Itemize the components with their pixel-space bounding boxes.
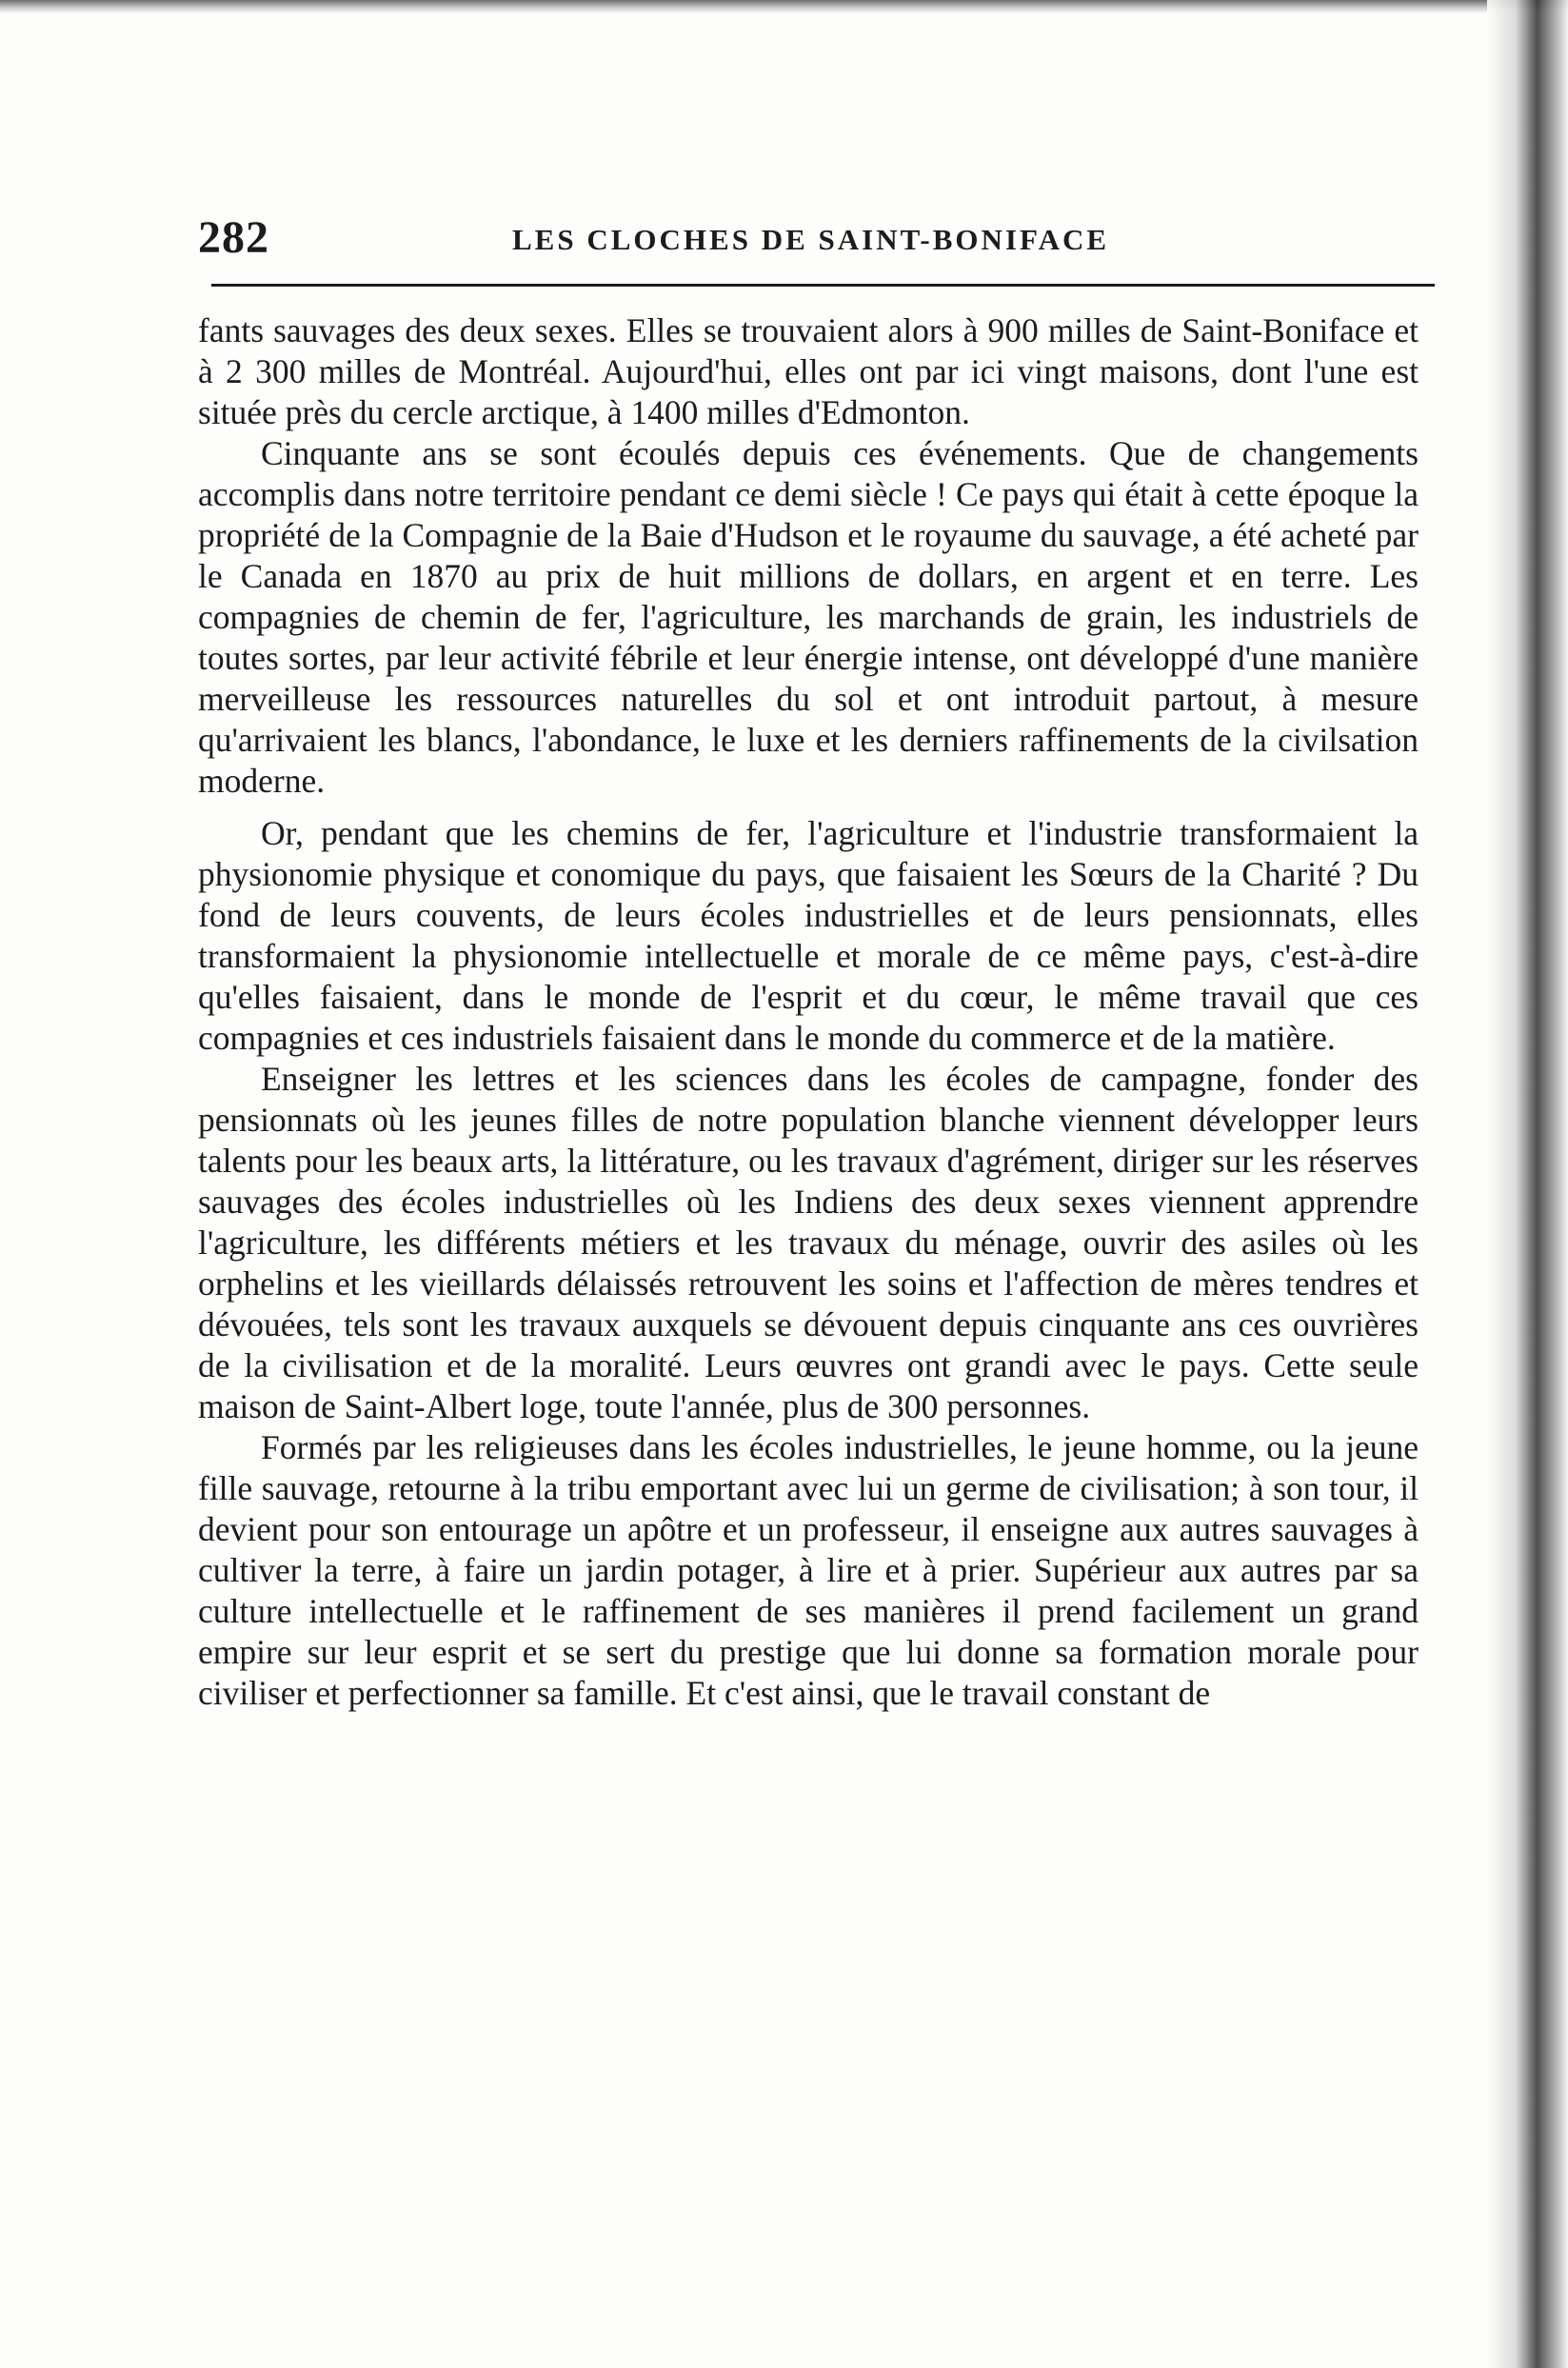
paragraph: Enseigner les lettres et les sciences dans les écoles de campagne, fonder des pensionnats où les jeunes filles de notre population blanche viennent développer leurs talents pour les beaux arts, la littérature, ou les travaux d'agrément, diriger sur les réserves sauvages des écoles industrielles où les Indiens des deux sexes viennent apprendre l'agriculture, les différents métiers et les travaux du ménage, ouvrir des asiles où les orphelins et les vieillards délaissés retrouvent les soins et l'affection de mères tendres et dévouées, tels sont les travaux auxquels se dévouent depuis cinquante ans ces ouvrières de la civilisation et de la moralité. Leurs œuvres ont grandi avec le pays. Cette seule maison de Saint-Albert loge, toute l'année, plus de 300 personnes. (198, 1060, 1419, 1425)
running-title: LES CLOCHES DE SAINT-BONIFACE (512, 223, 1110, 256)
paragraph: Formés par les religieuses dans les écoles industrielles, le jeune homme, ou la jeune fille sauvage, retourne à la tribu emportant avec lui un germe de civilisation; à son tour, il devient pour son entourage un apôtre et un professeur, il enseigne aux autres sauvages à cultiver la terre, à faire un jardin potager, à lire et à prier. Supérieur aux autres par sa culture intellectuelle et le raffinement de ses manières il prend facilement un grand empire sur leur esprit et se sert du prestige que lui donne sa formation morale pour civiliser et perfectionner sa famille. Et c'est ainsi, que le travail constant de (198, 1428, 1419, 1712)
page-gutter-shadow (1487, 0, 1568, 2368)
page-top-edge (0, 0, 1568, 13)
running-head (198, 211, 1455, 269)
paragraph: Or, pendant que les chemins de fer, l'agriculture et l'industrie transformaient la physionomie physique et conomique du pays, que faisaient les Sœurs de la Charité ? Du fond de leurs couvents, de leurs écoles industrielles et de leurs pensionnats, elles transformaient la physionomie intellectuelle et morale de ce même pays, c'est-à-dire qu'elles faisaient, dans le monde de l'esprit et du cœur, le même travail que ces compagnies et ces industriels faisaient dans le monde du commerce et de la matière. (198, 814, 1419, 1057)
body-text (198, 310, 1419, 1714)
paragraph-continued: fants sauvages des deux sexes. Elles se trouvaient alors à 900 milles de Saint-Boniface et à 2 300 milles de Montréal. Aujourd'hui, elles ont par ici vingt maisons, dont l'une est située près du cercle arctique, à 1400 milles d'Edmonton. (198, 311, 1419, 431)
page-number: 282 (198, 212, 269, 263)
paragraph: Cinquante ans se sont écoulés depuis ces événements. Que de changements accomplis dans notre territoire pendant ce demi siècle ! Ce pays qui était à cette époque la propriété de la Compagnie de la Baie d'Hudson et le royaume du sauvage, a été acheté par le Canada en 1870 au prix de huit millions de dollars, en argent et en terre. Les compagnies de chemin de fer, l'agriculture, les marchands de grain, les industriels de toutes sortes, par leur activité fébrile et leur énergie intense, ont développé d'une manière merveilleuse les ressources naturelles du sol et ont introduit partout, à mesure qu'arrivaient les blancs, l'abondance, le luxe et les derniers raffinements de la civilsation moderne. (198, 434, 1419, 800)
header-rule (211, 284, 1435, 287)
